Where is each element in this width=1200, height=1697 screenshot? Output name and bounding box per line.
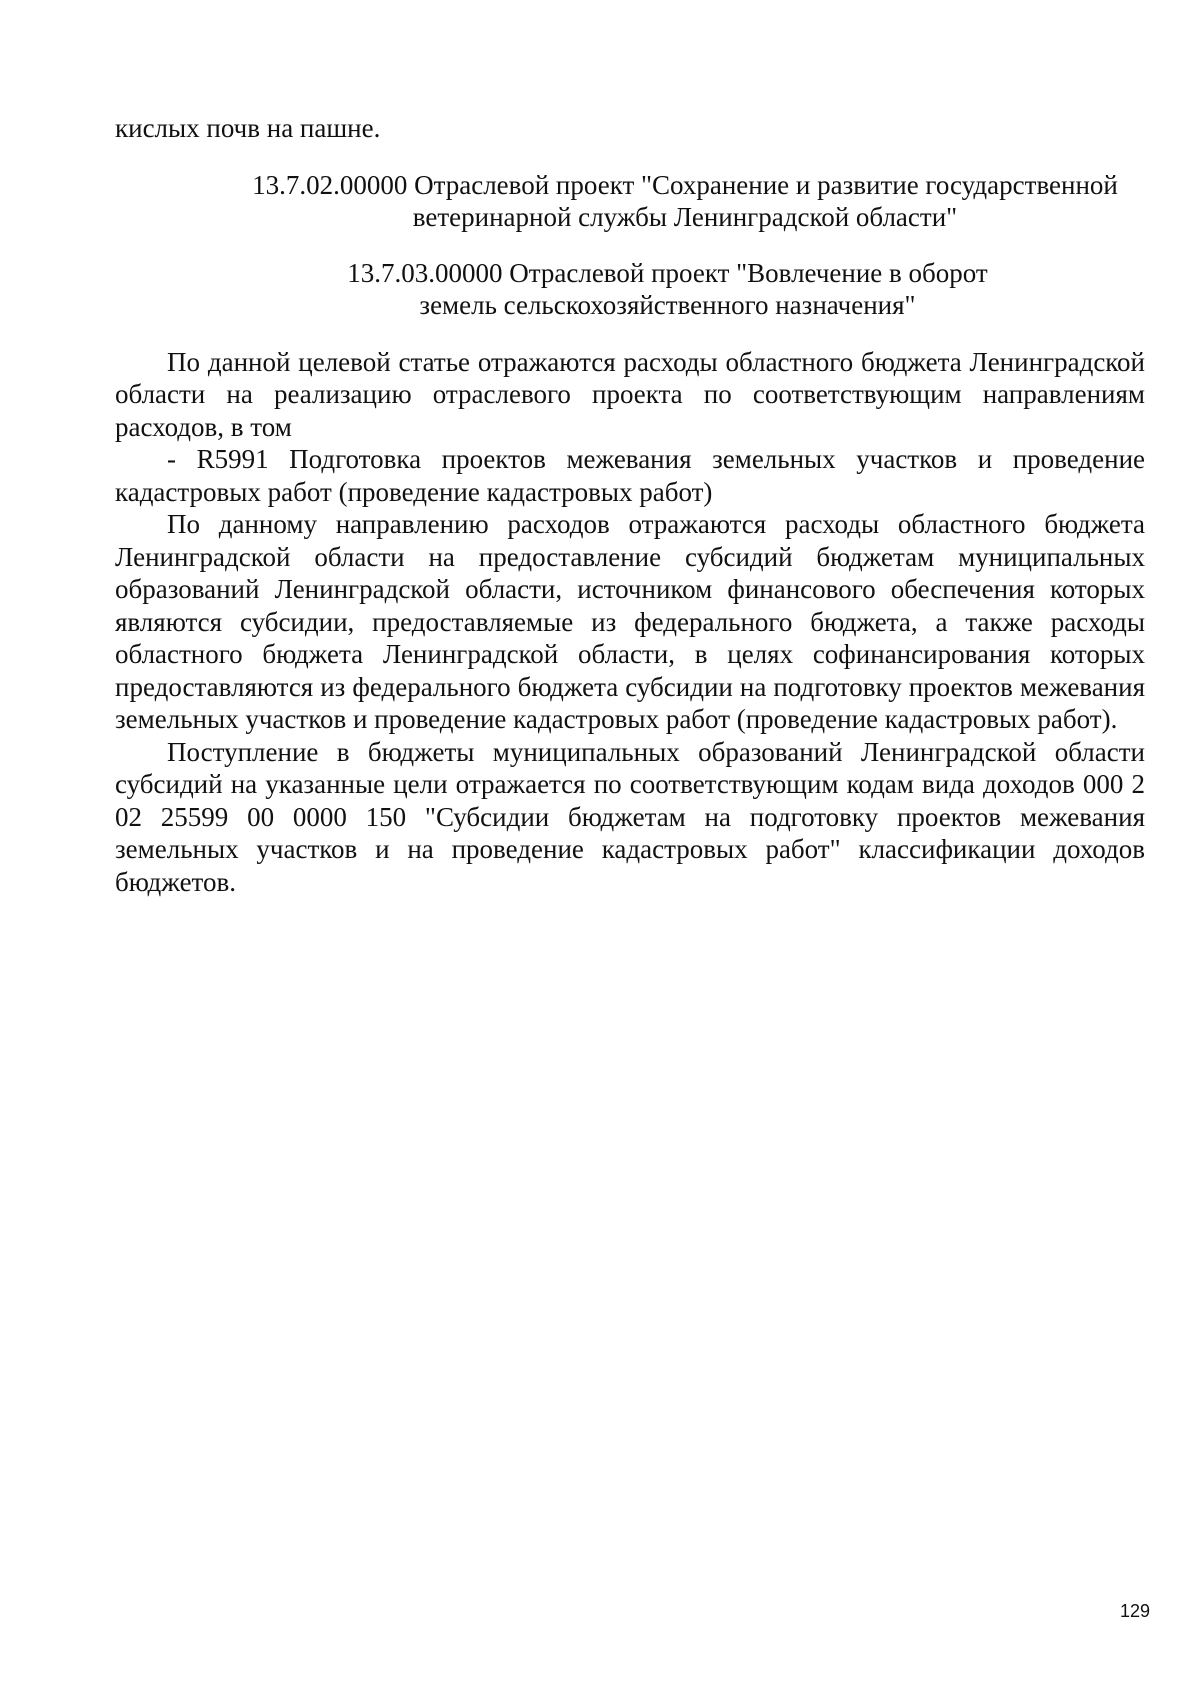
paragraph: Поступление в бюджеты муниципальных образований Ленинградской области субсидий на указанные цели отражается по соответствующим кодам вида доходов 000 2 02 25599 00 0000 150 "Субсидии бюджетам на подготовку проектов межевания земельных участков и на проведение кадастровых работ" классификации доходов бюджетов. (115, 736, 1145, 897)
heading-line: земель сельскохозяйственного назначения" (419, 290, 916, 320)
paragraph: По данному направлению расходов отражаются расходы областного бюджета Ленинградской области на предоставление субсидий бюджетам муниципальных образований Ленинградской области, источником финансового обеспечения которых являются субсидии, предоставляемые из федерального бюджета, а также расходы областного бюджета Ленинградской области, в целях софинансирования которых предоставляются из федерального бюджета субсидии на подготовку проектов межевания земельных участков и проведение кадастровых работ (проведение кадастровых работ). (115, 509, 1145, 734)
heading-line: 13.7.03.00000 Отраслевой проект "Вовлечение в оборот (347, 257, 988, 288)
heading-line: 13.7.02.00000 Отраслевой проект "Сохранение и развитие государственной (252, 169, 1118, 200)
page-number: 129 (1119, 1601, 1150, 1621)
section-heading-13-7-02 (115, 169, 1145, 234)
paragraph: По данной целевой статье отражаются расходы областного бюджета Ленинградской области на реализацию отраслевого проекта по соответствующим направлениям расходов, в том (115, 346, 1145, 442)
paragraph-expense-direction: - R5991 Подготовка проектов межевания земельных участков и проведение кадастровых работ (проведение кадастровых работ) (115, 444, 1145, 507)
section-heading-13-7-03 (115, 257, 1145, 322)
continuation-text: кислых почв на пашне. (115, 113, 381, 143)
document-page (115, 112, 1145, 898)
heading-line: ветеринарной службы Ленинградской области" (412, 202, 958, 232)
